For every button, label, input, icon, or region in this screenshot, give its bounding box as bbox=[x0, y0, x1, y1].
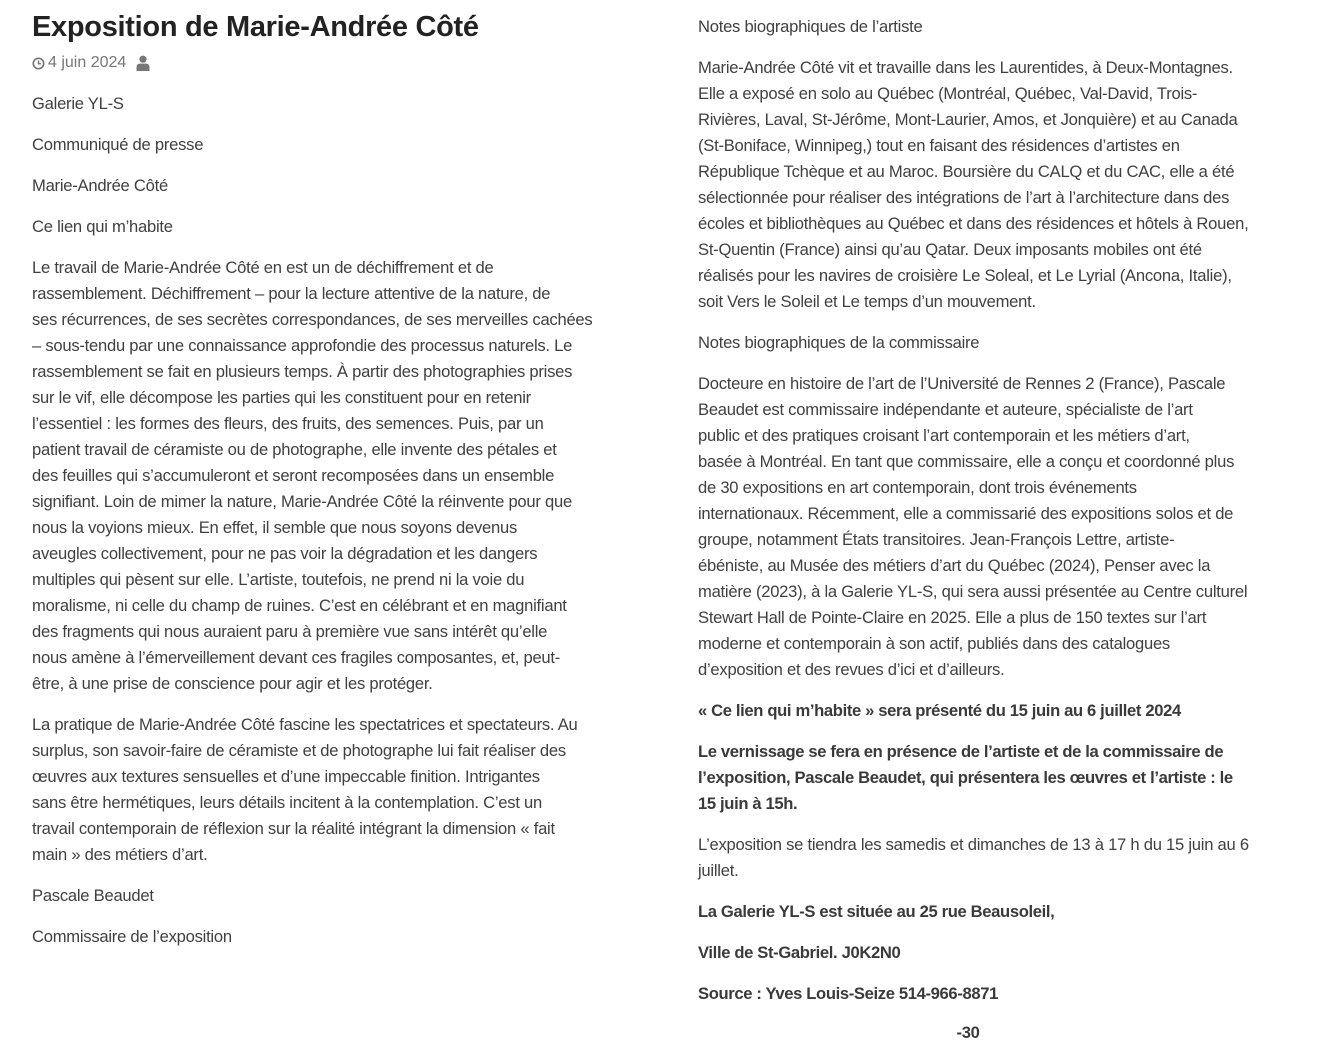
text-line: – sous-tendu par une connaissance approfondie des processus naturels. Le bbox=[32, 336, 573, 355]
clock-icon bbox=[32, 57, 45, 70]
end-mark: -30 bbox=[956, 1023, 980, 1042]
text-line: patient travail de céramiste ou de photographe, elle invente des pétales et bbox=[32, 440, 557, 459]
text-line: main » des métiers d’art. bbox=[32, 845, 208, 864]
text-line: être, à une prise de conscience pour agir et les protéger. bbox=[32, 674, 433, 693]
address-line-1: La Galerie YL-S est située au 25 rue Beausoleil, bbox=[698, 902, 1055, 921]
exhibition-title: Ce lien qui m’habite bbox=[32, 217, 173, 236]
text-line: des fragments qui nous auraient paru à première vue sans intérêt qu’elle bbox=[32, 622, 548, 641]
text-line: Elle a exposé en solo au Québec (Montréal, Québec, Val-David, Trois- bbox=[698, 84, 1198, 103]
intro-paragraph bbox=[32, 255, 622, 697]
opening-hours bbox=[698, 832, 1298, 884]
left-column bbox=[32, 0, 622, 965]
signature-role: Commissaire de l’exposition bbox=[32, 927, 232, 946]
text-line: basée à Montréal. En tant que commissaire, elle a conçu et coordonné plus bbox=[698, 452, 1235, 471]
article-title: Exposition de Marie-Andrée Côté bbox=[32, 11, 479, 43]
curator-bio-heading: Notes biographiques de la commissaire bbox=[698, 333, 980, 352]
press-source: Source : Yves Louis-Seize 514-966-8871 bbox=[698, 984, 999, 1003]
text-line: ses récurrences, de ses secrètes correspondances, de ses merveilles cachées bbox=[32, 310, 593, 329]
text-line: Le travail de Marie-Andrée Côté en est un de déchiffrement et de bbox=[32, 258, 494, 277]
text-line: public et des pratiques croisant l’art contemporain et les métiers d’art, bbox=[698, 426, 1190, 445]
text-line: sur le vif, elle décompose les parties qui les constituent pour en retenir bbox=[32, 388, 531, 407]
text-line: sans être hermétiques, leurs détails incitent à la contemplation. C’est un bbox=[32, 793, 543, 812]
text-line: travail contemporain de réflexion sur la réalité intégrant la dimension « fait bbox=[32, 819, 555, 838]
text-line: sélectionnée pour réaliser des intégrations de l’art à l’architecture dans des bbox=[698, 188, 1230, 207]
signature-name: Pascale Beaudet bbox=[32, 886, 154, 905]
text-line: groupe, notamment États transitoires. Jean-François Lettre, artiste- bbox=[698, 530, 1175, 549]
text-line: nous la voyions mieux. En effet, il semble que nous soyons devenus bbox=[32, 518, 517, 537]
text-line: Docteure en histoire de l’art de l’Université de Rennes 2 (France), Pascale bbox=[698, 374, 1226, 393]
text-line: (St-Boniface, Winnipeg,) tout en faisant des résidences d’artistes en bbox=[698, 136, 1180, 155]
text-line: rassemblement se fait en plusieurs temps. À partir des photographies prises bbox=[32, 362, 573, 381]
document-type: Communiqué de presse bbox=[32, 135, 204, 154]
text-line: soit Vers le Soleil et Le temps d’un mouvement. bbox=[698, 292, 1036, 311]
text-line: d’exposition et des revues d’ici et d’ailleurs. bbox=[698, 660, 1005, 679]
text-line: de 30 expositions en art contemporain, dont trois événements bbox=[698, 478, 1137, 497]
artist-name: Marie-Andrée Côté bbox=[32, 176, 168, 195]
artist-bio-paragraph bbox=[698, 55, 1298, 315]
text-line: internationaux. Récemment, elle a commissarié des expositions solos et de bbox=[698, 504, 1234, 523]
exhibition-dates: « Ce lien qui m’habite » sera présenté du 15 juin au 6 juillet 2024 bbox=[698, 701, 1181, 720]
text-line: République Tchèque et au Maroc. Boursière du CALQ et du CAC, elle a été bbox=[698, 162, 1235, 181]
text-line: nous amène à l’émerveillement devant ces fragiles composantes, et, peut- bbox=[32, 648, 561, 667]
text-line: des feuilles qui s’accumuleront et seront recomposées dans un ensemble bbox=[32, 466, 555, 485]
text-line: aveugles collectivement, pour ne pas voir la dégradation et les dangers bbox=[32, 544, 538, 563]
text-line: l’essentiel : les formes des fleurs, des fruits, des semences. Puis, par un bbox=[32, 414, 544, 433]
user-icon[interactable] bbox=[136, 55, 150, 71]
text-line: 15 juin à 15h. bbox=[698, 794, 798, 813]
text-line: multiples qui pèsent sur elle. L’artiste, toutefois, ne prend ni la voie du bbox=[32, 570, 525, 589]
text-line: surplus, son savoir-faire de céramiste et de photographe lui fait réaliser des bbox=[32, 741, 566, 760]
text-line: signifiant. Loin de mimer la nature, Marie-Andrée Côté la réinvente pour que bbox=[32, 492, 572, 511]
text-line: moderne et contemporain à son actif, publiés dans des catalogues bbox=[698, 634, 1170, 653]
artist-bio-heading: Notes biographiques de l’artiste bbox=[698, 17, 923, 36]
text-line: ébéniste, au Musée des métiers d’art du Québec (2024), Penser avec la bbox=[698, 556, 1211, 575]
practice-paragraph bbox=[32, 712, 622, 868]
text-line: St-Quentin (France) ainsi qu’au Qatar. Deux imposants mobiles ont été bbox=[698, 240, 1202, 259]
text-line: Beaudet est commissaire indépendante et auteure, spécialiste de l’art bbox=[698, 400, 1193, 419]
text-line: l’exposition, Pascale Beaudet, qui présentera les œuvres et l’artiste : le bbox=[698, 768, 1233, 787]
text-line: La pratique de Marie-Andrée Côté fascine les spectatrices et spectateurs. Au bbox=[32, 715, 578, 734]
text-line: œuvres aux textures sensuelles et d’une impeccable finition. Intrigantes bbox=[32, 767, 540, 786]
text-line: Marie-Andrée Côté vit et travaille dans les Laurentides, à Deux-Montagnes. bbox=[698, 58, 1233, 77]
text-line: Stewart Hall de Pointe-Claire en 2025. Elle a plus de 150 textes sur l’art bbox=[698, 608, 1207, 627]
right-column bbox=[698, 14, 1298, 1061]
article-meta bbox=[32, 51, 622, 75]
gallery-name: Galerie YL-S bbox=[32, 94, 124, 113]
text-line: Rivières, Laval, St-Jérôme, Mont-Laurier, Amos, et Jonquière) et au Canada bbox=[698, 110, 1238, 129]
text-line: écoles et bibliothèques au Québec et dans des résidences et hôtels à Rouen, bbox=[698, 214, 1249, 233]
text-line: rassemblement. Déchiffrement – pour la lecture attentive de la nature, de bbox=[32, 284, 551, 303]
text-line: moralisme, ni celle du champ de ruines. C’est en célébrant et en magnifiant bbox=[32, 596, 567, 615]
text-line: Le vernissage se fera en présence de l’artiste et de la commissaire de bbox=[698, 742, 1224, 761]
text-line: juillet. bbox=[698, 861, 739, 880]
text-line: réalisés pour les navires de croisière Le Soleal, et Le Lyrial (Ancona, Italie), bbox=[698, 266, 1232, 285]
publish-date[interactable]: 4 juin 2024 bbox=[48, 54, 127, 71]
text-line: L’exposition se tiendra les samedis et dimanches de 13 à 17 h du 15 juin au 6 bbox=[698, 835, 1249, 854]
vernissage-notice bbox=[698, 739, 1298, 817]
curator-bio-paragraph bbox=[698, 371, 1298, 683]
address-line-2: Ville de St-Gabriel. J0K2N0 bbox=[698, 943, 901, 962]
text-line: matière (2023), à la Galerie YL-S, qui sera aussi présentée au Centre culturel bbox=[698, 582, 1248, 601]
